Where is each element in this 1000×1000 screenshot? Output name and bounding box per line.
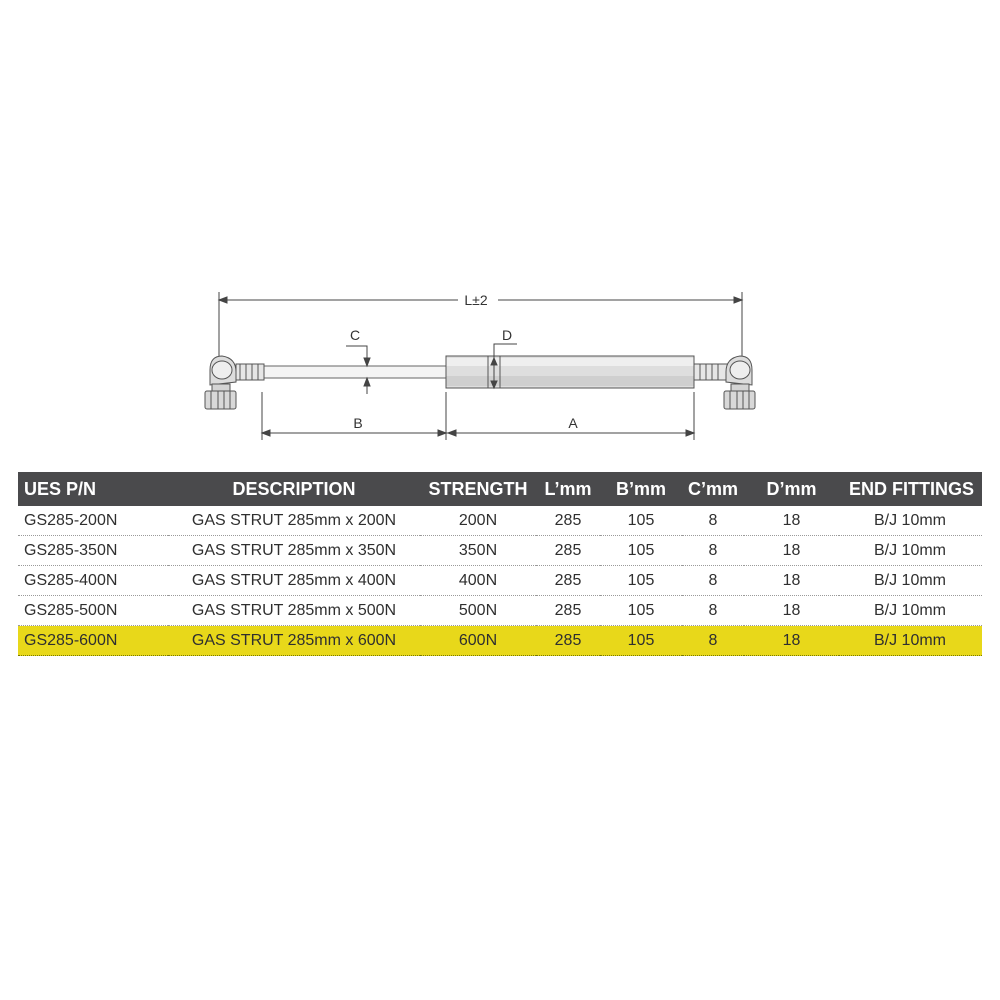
- cell-d-mm: 18: [744, 626, 839, 656]
- dimension-a-label: A: [568, 415, 578, 431]
- cell-l-mm: 285: [536, 626, 600, 656]
- cell-end-fittings: B/J 10mm: [839, 506, 982, 536]
- cell-c-mm: 8: [682, 566, 744, 596]
- cell-strength: 350N: [420, 536, 536, 566]
- cell-strength: 500N: [420, 596, 536, 626]
- header-description: DESCRIPTION: [168, 472, 420, 506]
- cell-part-number: GS285-200N: [18, 506, 168, 536]
- spec-table: [18, 472, 982, 656]
- dimension-c-label: C: [349, 327, 361, 343]
- cell-strength: 400N: [420, 566, 536, 596]
- cell-c-mm: 8: [682, 596, 744, 626]
- table-header-row: [18, 472, 982, 506]
- table-row-highlighted: [18, 626, 982, 656]
- cell-b-mm: 105: [600, 596, 682, 626]
- cell-d-mm: 18: [744, 566, 839, 596]
- cell-part-number: GS285-400N: [18, 566, 168, 596]
- cell-b-mm: 105: [600, 506, 682, 536]
- cell-d-mm: 18: [744, 536, 839, 566]
- right-ball-joint: [694, 356, 755, 409]
- gas-strut-diagram: [0, 0, 1000, 460]
- header-d-mm: D’mm: [744, 472, 839, 506]
- cell-b-mm: 105: [600, 566, 682, 596]
- header-l-mm: L’mm: [536, 472, 600, 506]
- dimension-b-label: B: [353, 415, 363, 431]
- cell-end-fittings: B/J 10mm: [839, 596, 982, 626]
- cell-l-mm: 285: [536, 596, 600, 626]
- cell-description: GAS STRUT 285mm x 350N: [168, 536, 420, 566]
- table-row: [18, 566, 982, 596]
- cell-end-fittings: B/J 10mm: [839, 626, 982, 656]
- cell-description: GAS STRUT 285mm x 200N: [168, 506, 420, 536]
- cell-l-mm: 285: [536, 536, 600, 566]
- cell-description: GAS STRUT 285mm x 500N: [168, 596, 420, 626]
- cylinder-body: [446, 356, 694, 388]
- cell-c-mm: 8: [682, 506, 744, 536]
- cell-description: GAS STRUT 285mm x 600N: [168, 626, 420, 656]
- cell-strength: 200N: [420, 506, 536, 536]
- cell-c-mm: 8: [682, 626, 744, 656]
- table-row: [18, 536, 982, 566]
- header-part-number: UES P/N: [18, 472, 168, 506]
- cell-b-mm: 105: [600, 626, 682, 656]
- piston-rod: [262, 366, 448, 378]
- cell-part-number: GS285-350N: [18, 536, 168, 566]
- cell-c-mm: 8: [682, 536, 744, 566]
- header-end-fittings: END FITTINGS: [839, 472, 982, 506]
- cell-description: GAS STRUT 285mm x 400N: [168, 566, 420, 596]
- cell-d-mm: 18: [744, 506, 839, 536]
- table-row: [18, 596, 982, 626]
- cell-part-number: GS285-600N: [18, 626, 168, 656]
- cell-end-fittings: B/J 10mm: [839, 536, 982, 566]
- dimension-l-label: L±2: [464, 292, 488, 308]
- header-c-mm: C’mm: [682, 472, 744, 506]
- header-strength: STRENGTH: [420, 472, 536, 506]
- cell-part-number: GS285-500N: [18, 596, 168, 626]
- cell-l-mm: 285: [536, 506, 600, 536]
- left-ball-joint: [205, 356, 264, 409]
- header-b-mm: B’mm: [600, 472, 682, 506]
- table-row: [18, 506, 982, 536]
- cell-d-mm: 18: [744, 596, 839, 626]
- cell-b-mm: 105: [600, 536, 682, 566]
- cell-strength: 600N: [420, 626, 536, 656]
- cell-l-mm: 285: [536, 566, 600, 596]
- dimension-d-label: D: [501, 327, 513, 343]
- cell-end-fittings: B/J 10mm: [839, 566, 982, 596]
